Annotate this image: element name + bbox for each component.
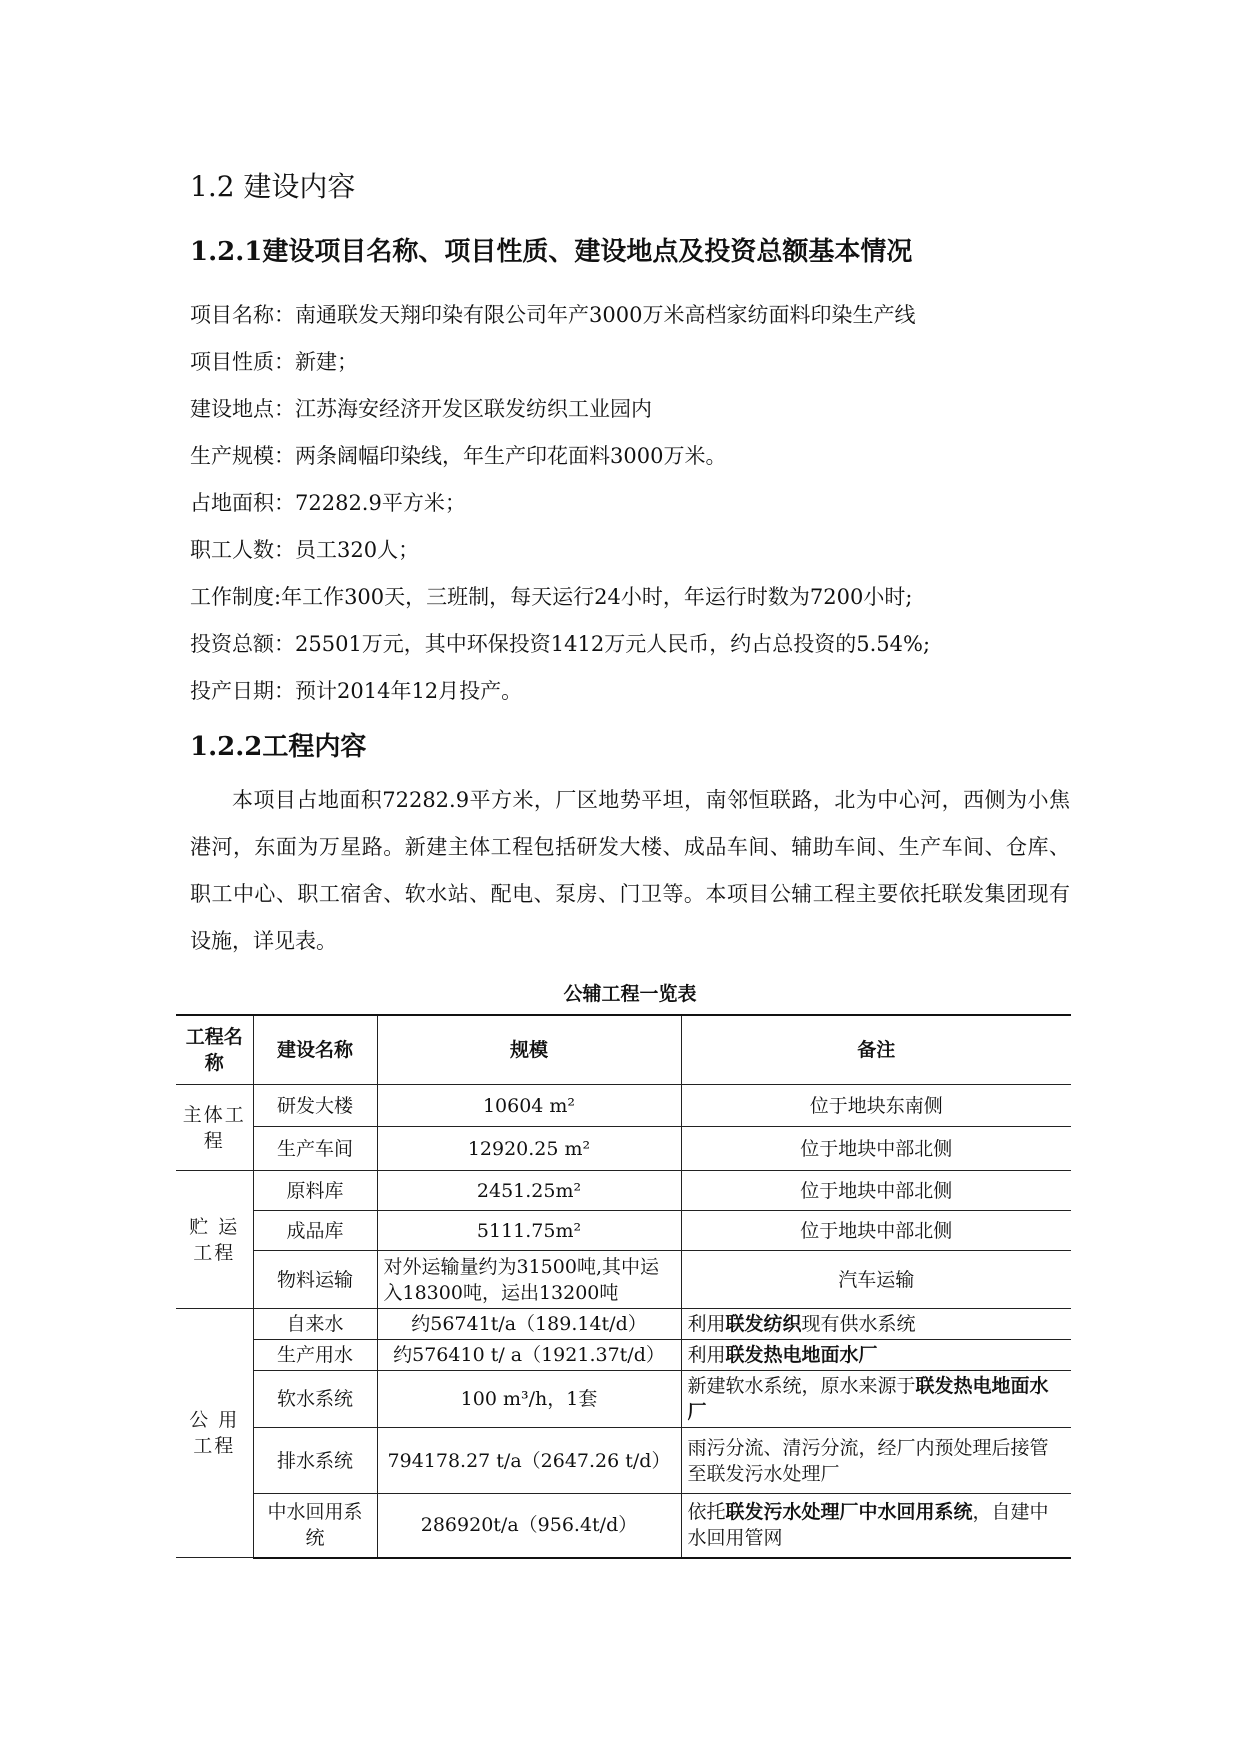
- name-cell: 自来水: [253, 1309, 377, 1340]
- note-cell: [681, 1340, 1071, 1371]
- scale-cell: 约56741t/a（189.14t/d）: [377, 1309, 681, 1340]
- info-project-nature: 项目性质：新建；: [190, 350, 358, 374]
- note-cell: 位于地块中部北侧: [681, 1211, 1071, 1251]
- utility-works-table: [176, 1014, 1071, 1559]
- header-category: 工程名称: [176, 1015, 253, 1085]
- note-text: 现有供水系统: [801, 1313, 916, 1335]
- note-cell: [681, 1309, 1071, 1340]
- name-cell: 生产车间: [253, 1127, 377, 1171]
- name-cell: 成品库: [253, 1211, 377, 1251]
- note-cell: 汽车运输: [681, 1251, 1071, 1309]
- name-cell: 排水系统: [253, 1428, 377, 1494]
- note-bold-text: 联发纺织: [725, 1313, 802, 1335]
- note-cell: 位于地块东南侧: [681, 1085, 1071, 1127]
- note-bold-text: 联发污水处理厂中水回用系统: [725, 1501, 973, 1524]
- note-text: 利用: [687, 1344, 726, 1366]
- note-cell: [681, 1494, 1071, 1558]
- table-row: [176, 1085, 1071, 1127]
- category-cell: 主体工程: [176, 1085, 253, 1171]
- table-row: [176, 1428, 1071, 1494]
- info-area: 占地面积：72282.9平方米；: [190, 491, 466, 515]
- note-text: ，自建中水回用管网: [687, 1501, 1049, 1550]
- name-cell: 物料运输: [253, 1251, 377, 1309]
- table-row: [176, 1371, 1071, 1428]
- scale-cell: 约576410 t/ a（1921.37t/d）: [377, 1340, 681, 1371]
- scale-cell: 794178.27 t/a（2647.26 t/d）: [377, 1428, 681, 1494]
- category-cell: 贮 运工程: [176, 1171, 253, 1309]
- note-text: 依托: [687, 1501, 726, 1524]
- section-heading-1-2-2: 1.2.2工程内容: [190, 732, 367, 762]
- name-cell: 中水回用系统: [253, 1494, 377, 1558]
- table-row: [176, 1309, 1071, 1340]
- table-caption: 公辅工程一览表: [563, 983, 697, 1005]
- info-investment: 投资总额：25501万元，其中环保投资1412万元人民币，约占总投资的5.54%;: [190, 632, 931, 656]
- info-scale: 生产规模：两条阔幅印染线，年生产印花面料3000万米。: [190, 444, 727, 468]
- table-row: [176, 1211, 1071, 1251]
- scale-cell: 5111.75m²: [377, 1211, 681, 1251]
- scale-cell: 10604 m²: [377, 1085, 681, 1127]
- section-heading-1-2-1: 1.2.1建设项目名称、项目性质、建设地点及投资总额基本情况: [190, 237, 913, 267]
- scale-cell: 2451.25m²: [377, 1171, 681, 1211]
- name-cell: 软水系统: [253, 1371, 377, 1428]
- note-cell: 雨污分流、清污分流，经厂内预处理后接管至联发污水处理厂: [681, 1428, 1071, 1494]
- note-text: 新建软水系统，原水来源于: [687, 1375, 916, 1397]
- name-cell: 生产用水: [253, 1340, 377, 1371]
- header-note: 备注: [681, 1015, 1071, 1085]
- table-row: [176, 1251, 1071, 1309]
- info-production-date: 投产日期：预计2014年12月投产。: [190, 679, 523, 703]
- scale-cell: 100 m³/h，1套: [377, 1371, 681, 1428]
- name-cell: 研发大楼: [253, 1085, 377, 1127]
- table-row: [176, 1127, 1071, 1171]
- info-staff: 职工人数：员工320人；: [190, 538, 420, 562]
- scale-cell: 对外运输量约为31500吨,其中运入18300吨，运出13200吨: [377, 1251, 681, 1309]
- note-bold-text: 联发热电地面水厂: [725, 1344, 878, 1366]
- info-work-system: 工作制度:年工作300天，三班制，每天运行24小时，年运行时数为7200小时;: [190, 585, 913, 609]
- scale-cell: 286920t/a（956.4t/d）: [377, 1494, 681, 1558]
- section-heading-1-2: 1.2 建设内容: [190, 170, 356, 203]
- name-cell: 原料库: [253, 1171, 377, 1211]
- scale-cell: 12920.25 m²: [377, 1127, 681, 1171]
- table-row: [176, 1171, 1071, 1211]
- table-row: [176, 1340, 1071, 1371]
- table-row: [176, 1494, 1071, 1558]
- document-page: [182, 150, 1070, 1559]
- category-cell: 公 用工程: [176, 1309, 253, 1558]
- note-cell: 位于地块中部北侧: [681, 1127, 1071, 1171]
- note-cell: 位于地块中部北侧: [681, 1171, 1071, 1211]
- info-project-name: 项目名称：南通联发天翔印染有限公司年产3000万米高档家纺面料印染生产线: [190, 303, 916, 327]
- note-cell: [681, 1371, 1071, 1428]
- table-header-row: [176, 1015, 1071, 1085]
- note-bold-text: 联发热电地面水厂: [687, 1375, 1049, 1423]
- header-scale: 规模: [377, 1015, 681, 1085]
- info-location: 建设地点：江苏海安经济开发区联发纺织工业园内: [190, 397, 652, 421]
- body-paragraph: 本项目占地面积72282.9平方米，厂区地势平坦，南邻恒联路，北为中心河，西侧为小焦港河，东面为万星路。新建主体工程包括研发大楼、成品车间、辅助车间、生产车间、仓库、职工中心、职工宿舍、软水站、配电、泵房、门卫等。本项目公辅工程主要依托联发集团现有设施，详见表。: [190, 788, 1070, 953]
- header-name: 建设名称: [253, 1015, 377, 1085]
- note-text: 利用: [687, 1313, 726, 1335]
- project-info-list: [190, 292, 1070, 715]
